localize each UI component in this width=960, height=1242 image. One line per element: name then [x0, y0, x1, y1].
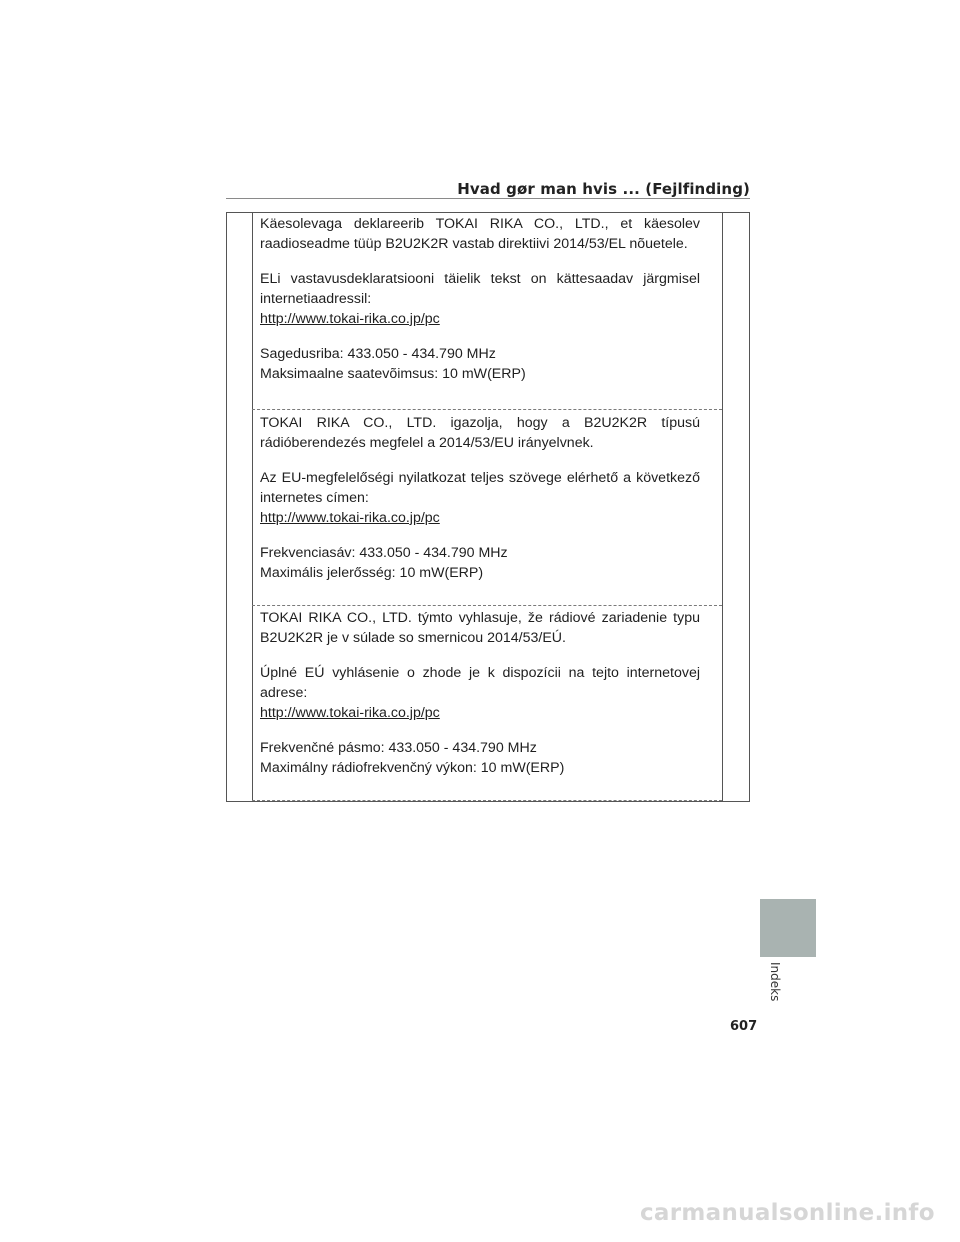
declaration-text-block — [260, 468, 700, 528]
declaration-link[interactable]: http://www.tokai-rika.co.jp/pc — [260, 510, 440, 526]
header-rule — [226, 198, 750, 199]
declaration-text-block — [260, 269, 700, 329]
declaration-specs — [260, 738, 700, 778]
section-tab-block[interactable] — [760, 899, 816, 957]
declaration-text-block — [260, 663, 700, 723]
declaration-statement: TOKAI RIKA CO., LTD. igazolja, hogy a B2U2K2R típusú rádióberendezés megfelel a 2014/53/EU irányelvnek. — [260, 415, 700, 451]
max-power: Maksimaalne saatevõimsus: 10 mW(ERP) — [260, 366, 526, 382]
inner-right-border — [722, 212, 723, 802]
declaration-section-slovak — [260, 608, 700, 793]
max-power: Maximálny rádiofrekvenčný výkon: 10 mW(ERP) — [260, 760, 565, 776]
max-power: Maximális jelerősség: 10 mW(ERP) — [260, 565, 484, 581]
declaration-section-estonian — [260, 214, 700, 399]
section-divider — [252, 409, 722, 410]
frequency-band: Frekvenčné pásmo: 433.050 - 434.790 MHz — [260, 740, 537, 756]
inner-left-border — [252, 212, 253, 802]
declaration-link[interactable]: http://www.tokai-rika.co.jp/pc — [260, 311, 440, 327]
declaration-intro: ELi vastavusdeklaratsiooni täielik tekst on kättesaadav järgmisel internetiaadressil: — [260, 271, 700, 307]
section-divider — [252, 800, 722, 801]
declaration-section-hungarian — [260, 413, 700, 598]
page-header-title: Hvad gør man hvis ... (Fejlfinding) — [457, 180, 750, 198]
declaration-statement: TOKAI RIKA CO., LTD. týmto vyhlasuje, že rádiové zariadenie typu B2U2K2R je v súlade so smernicou 2014/53/EÚ. — [260, 610, 700, 646]
frequency-band: Sagedusriba: 433.050 - 434.790 MHz — [260, 346, 496, 362]
page-number: 607 — [730, 1019, 758, 1034]
declaration-intro: Az EU-megfelelőségi nyilatkozat teljes szövege elérhető a következő internetes címen: — [260, 470, 700, 506]
watermark: carmanualsonline.info — [640, 1200, 935, 1226]
declaration-statement: Käesolevaga deklareerib TOKAI RIKA CO., LTD., et käesolev raadioseadme tüüp B2U2K2R vastab direktiivi 2014/53/EL nõuetele. — [260, 216, 700, 252]
side-tab-label[interactable]: Indeks — [768, 962, 782, 1002]
declaration-intro: Úplné EÚ vyhlásenie o zhode je k dispozícii na tejto internetovej adrese: — [260, 665, 700, 701]
declaration-link[interactable]: http://www.tokai-rika.co.jp/pc — [260, 705, 440, 721]
section-divider — [252, 605, 722, 606]
declaration-specs — [260, 543, 700, 583]
frequency-band: Frekvenciasáv: 433.050 - 434.790 MHz — [260, 545, 508, 561]
declaration-specs — [260, 344, 700, 384]
